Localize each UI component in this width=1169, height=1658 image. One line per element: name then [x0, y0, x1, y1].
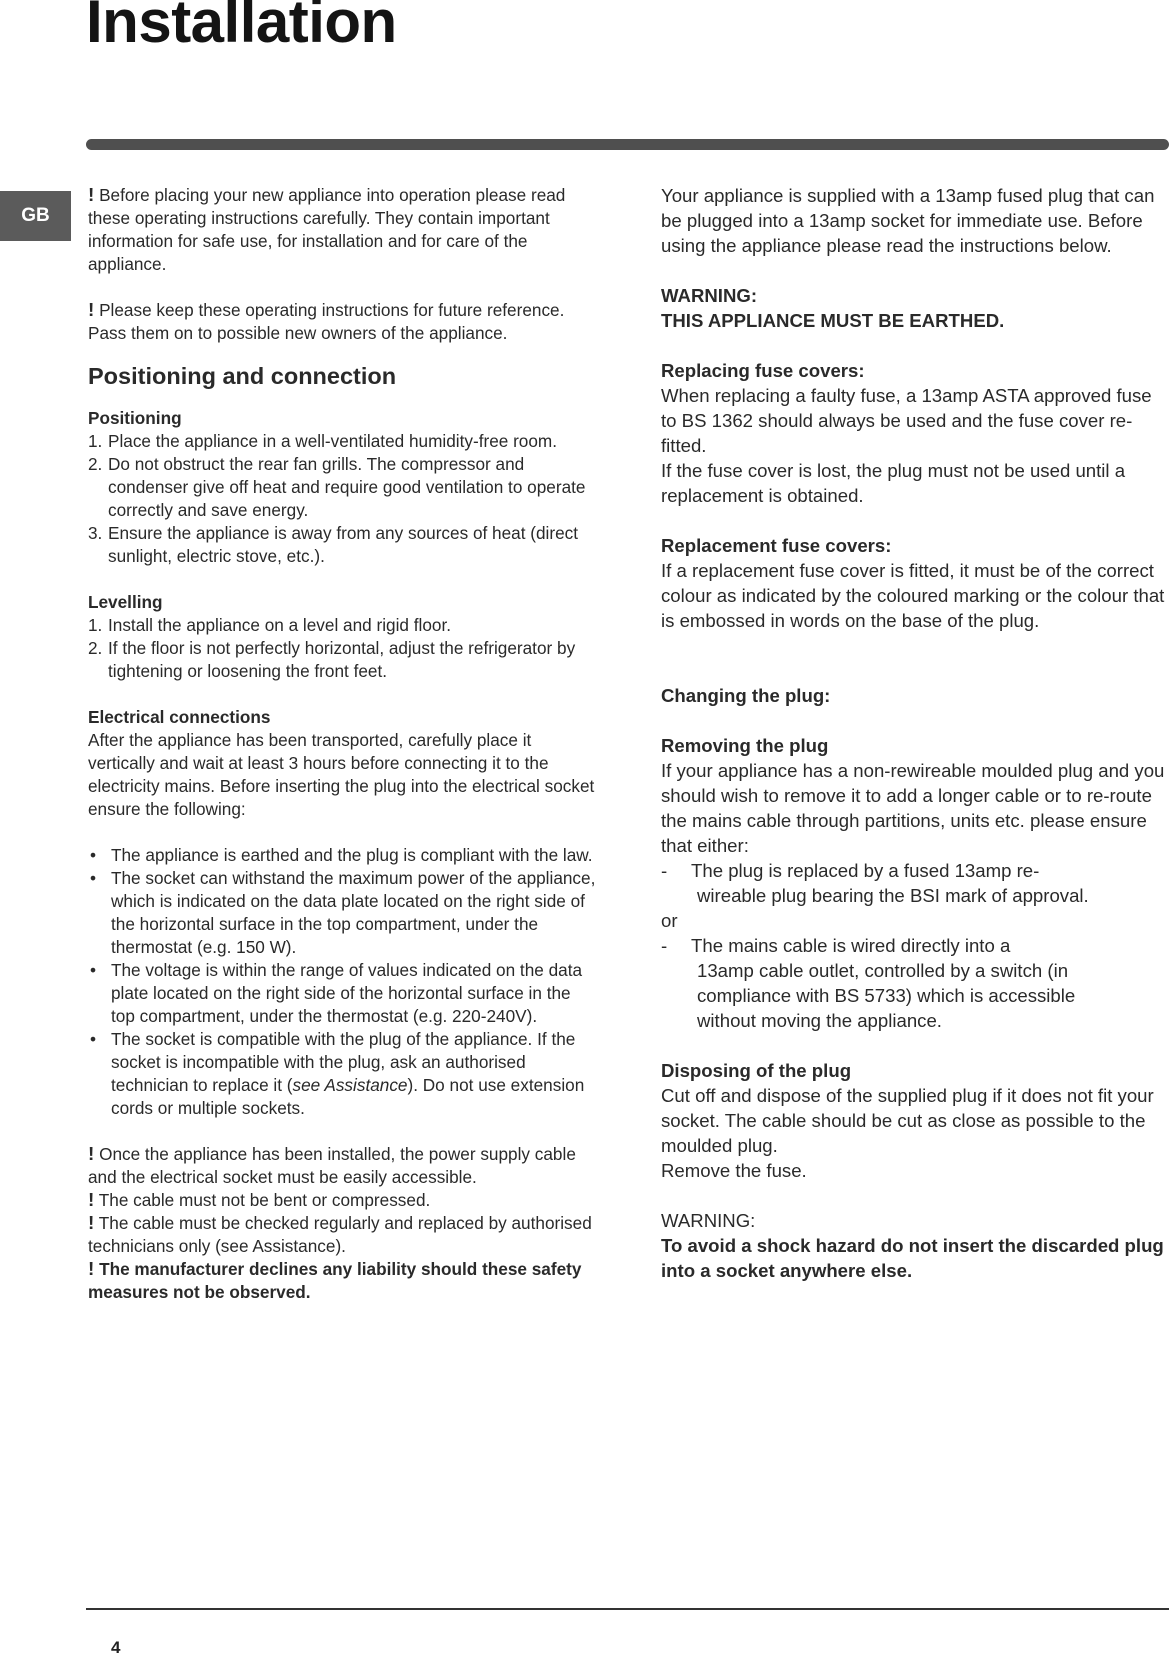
footer-divider — [86, 1608, 1169, 1610]
see-assistance-reference: see Assistance — [292, 1075, 408, 1095]
safety-note: ! Once the appliance has been installed, the power supply cable and the electrical socket must be easily accessible. — [88, 1144, 576, 1187]
liability-note: ! The manufacturer declines any liability should these safety measures not be observed. — [88, 1259, 582, 1302]
list-item: 1. Place the appliance in a well-ventilated humidity-free room. — [88, 431, 558, 451]
replacing-fuse-heading: Replacing fuse covers: — [661, 360, 865, 381]
exclamation-icon: ! — [88, 1213, 95, 1234]
list-item: • The socket is compatible with the plug of the appliance. If the socket is incompatible with the plug, ask an authorised technician to replace it (see Assistance). Do not use extension cords or multiple sockets. — [90, 1029, 585, 1118]
list-item: • The socket can withstand the maximum power of the appliance, which is indicated on the data plate located on the right side of the horizontal surface in the top compartment, under the thermostat (e.g. 150 W). — [90, 868, 596, 957]
intro-paragraph-1: ! Before placing your new appliance into operation please read these operating instructions carefully. They contain important information for safe use, for installation and for care of the appliance. — [88, 185, 566, 274]
plug-intro: Your appliance is supplied with a 13amp fused plug that can be plugged into a 13amp socket for immediate use. Before using the appliance please read the instructions below. — [661, 185, 1155, 256]
disposing-plug-body: Cut off and dispose of the supplied plug if it does not fit your socket. The cable should be cut as close as possible to the moulded plug. — [661, 1085, 1154, 1156]
list-item: • The voltage is within the range of values indicated on the data plate located on the right side of the horizontal surface in the top compartment, under the thermostat (e.g. 220-240V). — [90, 960, 583, 1026]
list-item: 3. Ensure the appliance is away from any sources of heat (direct sunlight, electric stove, etc.). — [88, 523, 579, 566]
exclamation-icon: ! — [88, 1259, 95, 1280]
list-item: - The plug is replaced by a fused 13amp re- wireable plug bearing the BSI mark of approval. — [661, 860, 1089, 906]
or-separator: or — [661, 910, 678, 931]
electrical-body: After the appliance has been transported, carefully place it vertically and wait at least 3 hours before connecting it to the electricity mains. Before inserting the plug into the electrical socket ensure the following: — [88, 730, 595, 819]
electrical-checklist — [88, 844, 598, 1120]
replacing-fuse-body-2: If the fuse cover is lost, the plug must not be used until a replacement is obtained. — [661, 460, 1126, 506]
intro-paragraph-2: ! Please keep these operating instructions for future reference. Pass them on to possible new owners of the appliance. — [88, 300, 565, 343]
list-item: - The mains cable is wired directly into a 13amp cable outlet, controlled by a switch (in compliance with BS 5733) which is accessible without moving the appliance. — [661, 935, 1076, 1031]
list-item: 2. If the floor is not perfectly horizontal, adjust the refrigerator by tightening or loosening the front feet. — [88, 638, 576, 681]
list-item: 2. Do not obstruct the rear fan grills. The compressor and condenser give off heat and require good ventilation to operate correctly and save energy. — [88, 454, 586, 520]
removing-plug-body: If your appliance has a non-rewireable moulded plug and you should wish to remove it to add a longer cable or to re-route the mains cable through partitions, units etc. please ensure that either: — [661, 760, 1165, 856]
earthed-warning: THIS APPLIANCE MUST BE EARTHED. — [661, 310, 1005, 331]
left-column — [88, 184, 598, 1304]
section-title: Positioning and connection — [88, 363, 397, 389]
list-item: 1. Install the appliance on a level and rigid floor. — [88, 615, 452, 635]
page-number: 4 — [111, 1638, 121, 1657]
levelling-heading: Levelling — [88, 592, 163, 612]
safety-note: ! The cable must not be bent or compressed. — [88, 1190, 431, 1211]
replacement-fuse-heading: Replacement fuse covers: — [661, 535, 892, 556]
exclamation-icon: ! — [88, 1144, 95, 1165]
language-tab: GB — [0, 191, 71, 241]
exclamation-icon: ! — [88, 300, 95, 321]
warning-label: WARNING: — [661, 1210, 756, 1231]
list-item: • The appliance is earthed and the plug is compliant with the law. — [90, 845, 593, 865]
warning-label: WARNING: — [661, 285, 758, 306]
remove-fuse-text: Remove the fuse. — [661, 1160, 807, 1181]
exclamation-icon: ! — [88, 185, 95, 206]
safety-note: ! The cable must be checked regularly and replaced by authorised technicians only (see Assistance). — [88, 1213, 592, 1256]
replacement-fuse-body: If a replacement fuse cover is fitted, it must be of the correct colour as indicated by the coloured marking or the colour that is embossed in words on the base of the plug. — [661, 560, 1165, 631]
right-column — [661, 183, 1169, 1283]
disposing-plug-heading: Disposing of the plug — [661, 1060, 852, 1081]
page-title: Installation — [86, 0, 397, 55]
removing-plug-heading: Removing the plug — [661, 735, 829, 756]
exclamation-icon: ! — [88, 1190, 95, 1211]
changing-plug-heading: Changing the plug: — [661, 685, 831, 706]
title-divider — [86, 139, 1169, 150]
positioning-heading: Positioning — [88, 408, 182, 428]
electrical-heading: Electrical connections — [88, 707, 271, 727]
shock-hazard-warning: To avoid a shock hazard do not insert the discarded plug into a socket anywhere else. — [661, 1235, 1164, 1281]
replacing-fuse-body: When replacing a faulty fuse, a 13amp ASTA approved fuse to BS 1362 should always be used and the fuse cover re-fitted. — [661, 385, 1152, 456]
